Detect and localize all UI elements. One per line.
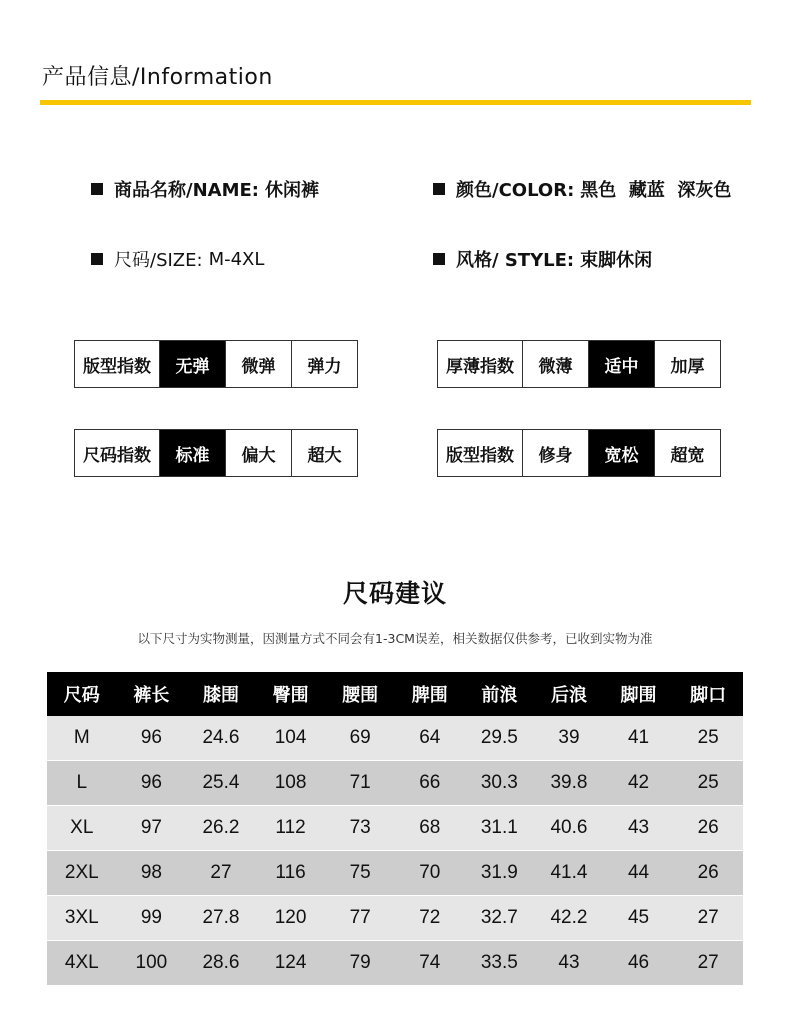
table-cell: 31.1 xyxy=(480,817,518,838)
table-cell: 42.2 xyxy=(550,907,588,928)
table-cell: 4XL xyxy=(64,952,99,973)
table-header-row xyxy=(47,672,743,716)
square-bullet-icon xyxy=(433,183,445,195)
table-cell: 31.9 xyxy=(480,862,518,883)
accent-divider xyxy=(40,100,751,105)
size-chart-title: 尺码建议 xyxy=(342,579,447,608)
table-cell: 120 xyxy=(274,907,307,928)
index-fit-stretch xyxy=(74,340,358,388)
info-item-color xyxy=(433,176,731,202)
column-header: 脚口 xyxy=(690,685,727,706)
column-header: 臀围 xyxy=(272,685,309,706)
table-cell: 26.2 xyxy=(202,817,240,838)
table-cell: 24.6 xyxy=(202,727,240,748)
size-chart-note: 以下尺寸为实物测量，因测量方式不同会有1-3CM误差，相关数据仅供参考，已收到实物为准 xyxy=(137,631,653,646)
index-option: 加厚 xyxy=(654,341,720,387)
column-header: 后浪 xyxy=(550,685,587,706)
table-cell: 44 xyxy=(627,862,650,883)
table-row xyxy=(47,806,743,851)
column-header: 脾围 xyxy=(411,685,448,706)
table-cell: 104 xyxy=(274,727,307,748)
table-cell: 33.5 xyxy=(480,952,518,973)
info-label: 颜色/COLOR: xyxy=(456,180,575,201)
column-header: 膝围 xyxy=(202,685,239,706)
index-fit-cut xyxy=(437,429,721,477)
table-cell: 29.5 xyxy=(480,727,518,748)
index-option: 适中 xyxy=(588,341,654,387)
index-option: 标准 xyxy=(159,430,225,476)
table-cell: 40.6 xyxy=(550,817,588,838)
column-header: 前浪 xyxy=(481,685,518,706)
table-cell: L xyxy=(76,772,88,793)
table-cell: 42 xyxy=(627,772,650,793)
table-cell: 96 xyxy=(140,772,162,793)
index-option: 微弹 xyxy=(225,341,291,387)
index-option: 超大 xyxy=(291,430,357,476)
table-cell: 79 xyxy=(349,952,371,973)
table-cell: 27 xyxy=(210,862,232,883)
table-cell: 39.8 xyxy=(550,772,588,793)
info-item-name xyxy=(91,176,319,202)
table-cell: 25 xyxy=(697,727,719,748)
index-option: 无弹 xyxy=(159,341,225,387)
index-label: 版型指数 xyxy=(438,430,522,476)
column-header: 脚围 xyxy=(620,685,657,706)
table-cell: M xyxy=(73,727,90,748)
table-cell: 70 xyxy=(419,862,441,883)
info-item-size xyxy=(91,246,264,272)
table-cell: 66 xyxy=(419,772,441,793)
info-label: 尺码/SIZE: xyxy=(114,250,203,271)
table-cell: 27 xyxy=(697,952,719,973)
table-cell: 69 xyxy=(349,727,371,748)
table-cell: 97 xyxy=(140,817,162,838)
table-row xyxy=(47,851,743,896)
info-label: 商品名称/NAME: xyxy=(114,180,259,201)
table-cell: XL xyxy=(70,817,94,838)
table-cell: 68 xyxy=(419,817,441,838)
info-value: M-4XL xyxy=(208,248,265,270)
table-cell: 43 xyxy=(627,817,650,838)
info-value: 黑色 藏蓝 深灰色 xyxy=(580,180,732,201)
table-cell: 100 xyxy=(135,952,168,973)
table-row xyxy=(47,761,743,806)
index-option: 偏大 xyxy=(225,430,291,476)
table-row xyxy=(47,896,743,941)
info-item-style xyxy=(433,246,652,272)
table-cell: 25 xyxy=(697,772,719,793)
index-option: 宽松 xyxy=(588,430,654,476)
table-cell: 99 xyxy=(140,907,162,928)
table-cell: 39 xyxy=(558,727,580,748)
table-cell: 116 xyxy=(275,862,306,883)
section-title: 产品信息/Information xyxy=(42,65,273,90)
column-header: 裤长 xyxy=(133,685,170,706)
index-option: 修身 xyxy=(522,430,588,476)
table-cell: 26 xyxy=(697,817,719,838)
table-cell: 124 xyxy=(274,952,307,973)
table-cell: 72 xyxy=(419,907,441,928)
table-cell: 46 xyxy=(627,952,650,973)
index-option: 超宽 xyxy=(654,430,720,476)
table-cell: 74 xyxy=(419,952,441,973)
table-row xyxy=(47,941,743,986)
index-size xyxy=(74,429,358,477)
square-bullet-icon xyxy=(91,183,103,195)
index-label: 厚薄指数 xyxy=(438,341,522,387)
info-value: 休闲裤 xyxy=(264,180,319,201)
table-cell: 77 xyxy=(349,907,371,928)
table-cell: 96 xyxy=(140,727,162,748)
index-label: 尺码指数 xyxy=(75,430,159,476)
table-cell: 98 xyxy=(140,862,162,883)
table-cell: 64 xyxy=(419,727,441,748)
column-header: 腰围 xyxy=(342,685,379,706)
index-option: 弹力 xyxy=(291,341,357,387)
table-cell: 32.7 xyxy=(480,907,518,928)
info-label: 风格/ STYLE: xyxy=(456,250,575,271)
index-label: 版型指数 xyxy=(75,341,159,387)
table-cell: 26 xyxy=(697,862,719,883)
table-cell: 30.3 xyxy=(480,772,518,793)
table-cell: 43 xyxy=(558,952,580,973)
table-cell: 27.8 xyxy=(202,907,240,928)
table-cell: 2XL xyxy=(64,862,99,883)
column-header: 尺码 xyxy=(63,685,100,706)
table-cell: 3XL xyxy=(64,907,99,928)
table-cell: 41 xyxy=(627,727,650,748)
size-table xyxy=(47,672,743,986)
info-value: 束脚休闲 xyxy=(580,250,653,271)
table-cell: 108 xyxy=(274,772,307,793)
table-cell: 28.6 xyxy=(202,952,240,973)
table-cell: 45 xyxy=(627,907,650,928)
table-cell: 27 xyxy=(697,907,719,928)
index-thickness xyxy=(437,340,721,388)
square-bullet-icon xyxy=(91,253,103,265)
index-option: 微薄 xyxy=(522,341,588,387)
table-cell: 73 xyxy=(349,817,371,838)
table-cell: 41.4 xyxy=(550,862,588,883)
table-cell: 112 xyxy=(275,817,306,838)
table-cell: 75 xyxy=(349,862,371,883)
table-row xyxy=(47,716,743,761)
square-bullet-icon xyxy=(433,253,445,265)
table-cell: 25.4 xyxy=(202,772,240,793)
table-cell: 71 xyxy=(349,772,371,793)
